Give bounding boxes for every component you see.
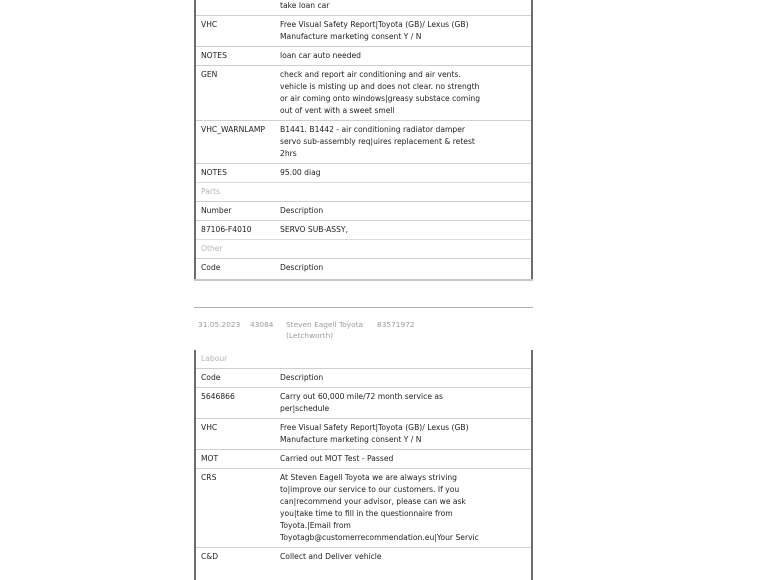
row-code: Number <box>196 202 275 221</box>
row-code: MOT <box>196 450 275 469</box>
table-row <box>196 202 531 221</box>
row-description: Description <box>275 259 531 278</box>
dealer-name: Steven Eagell Toyota (Letchworth) <box>286 320 364 340</box>
row-code: VHC_WARNLAMP <box>196 121 275 164</box>
row-code: Code <box>196 259 275 278</box>
row-description: take loan car <box>280 1 330 10</box>
record-two-rows <box>196 350 531 566</box>
row-code: VHC <box>196 16 275 47</box>
table-row <box>196 548 531 567</box>
row-code: 5646866 <box>196 388 275 419</box>
record-one-table <box>196 0 531 277</box>
section-heading-row <box>196 240 531 259</box>
row-description: check and report air conditioning and air vents. vehicle is misting up and does not clear. no strength or air coming onto windows|greasy substace coming out of vent with a sweet smell <box>275 66 531 121</box>
row-description: At Steven Eagell Toyota we are always striving to|improve our service to our customers. If you can|recommend your advisor, please can we ask you|take time to fill in the questionnaire from Toyota.|Email from Toyotagb@customerrecommendation.eu|Your Servic <box>275 469 531 548</box>
row-description: Description <box>275 202 531 221</box>
row-description: B1441. B1442 - air conditioning radiator damper servo sub-assembly req|uires replacement & retest 2hrs <box>275 121 531 164</box>
table-row <box>196 469 531 548</box>
table-row <box>196 369 531 388</box>
row-description: Carried out MOT Test - Passed <box>275 450 531 469</box>
row-description: Description <box>275 369 531 388</box>
table-row <box>196 450 531 469</box>
record-two-table <box>196 350 531 566</box>
page-divider <box>194 307 533 308</box>
row-description: Carry out 60,000 mile/72 month service as per|schedule <box>275 388 531 419</box>
section-label: Parts <box>196 183 275 202</box>
table-row <box>196 16 531 47</box>
visit-date: 31.05.2023 <box>198 320 241 329</box>
section-label: Labour <box>201 354 228 363</box>
record-one-bottom-edge <box>194 279 533 281</box>
row-description <box>275 240 531 259</box>
table-row <box>196 66 531 121</box>
row-description: SERVO SUB-ASSY, <box>275 221 531 240</box>
row-description: 95.00 diag <box>275 164 531 183</box>
table-row <box>196 0 531 16</box>
row-code: Code <box>196 369 275 388</box>
row-description: Free Visual Safety Report|Toyota (GB)/ Lexus (GB) Manufacture marketing consent Y / N <box>275 419 531 450</box>
row-code: VHC <box>196 419 275 450</box>
row-code: C&D <box>196 548 275 567</box>
table-row <box>196 388 531 419</box>
row-code: CRS <box>196 469 275 548</box>
table-row <box>196 121 531 164</box>
row-description: Free Visual Safety Report|Toyota (GB)/ Lexus (GB) Manufacture marketing consent Y / N <box>275 16 531 47</box>
row-code: GEN <box>196 66 275 121</box>
table-row <box>196 164 531 183</box>
row-code <box>196 0 275 16</box>
table-row <box>196 419 531 450</box>
section-label: Other <box>196 240 275 259</box>
row-description: loan car auto needed <box>275 47 531 66</box>
mileage-value: 83571972 <box>377 320 415 329</box>
job-reference: 43084 <box>250 320 274 329</box>
row-description <box>275 350 531 369</box>
table-row <box>196 47 531 66</box>
row-description <box>275 183 531 202</box>
table-row <box>196 259 531 278</box>
table-row <box>196 221 531 240</box>
section-heading-row <box>196 350 531 369</box>
row-code: NOTES <box>196 164 275 183</box>
row-code: NOTES <box>196 47 275 66</box>
row-code: 87106-F4010 <box>196 221 275 240</box>
row-description: Collect and Deliver vehicle <box>275 548 531 567</box>
record-one-rows <box>196 0 531 277</box>
record-two-header <box>198 319 528 343</box>
section-heading-row <box>196 183 531 202</box>
